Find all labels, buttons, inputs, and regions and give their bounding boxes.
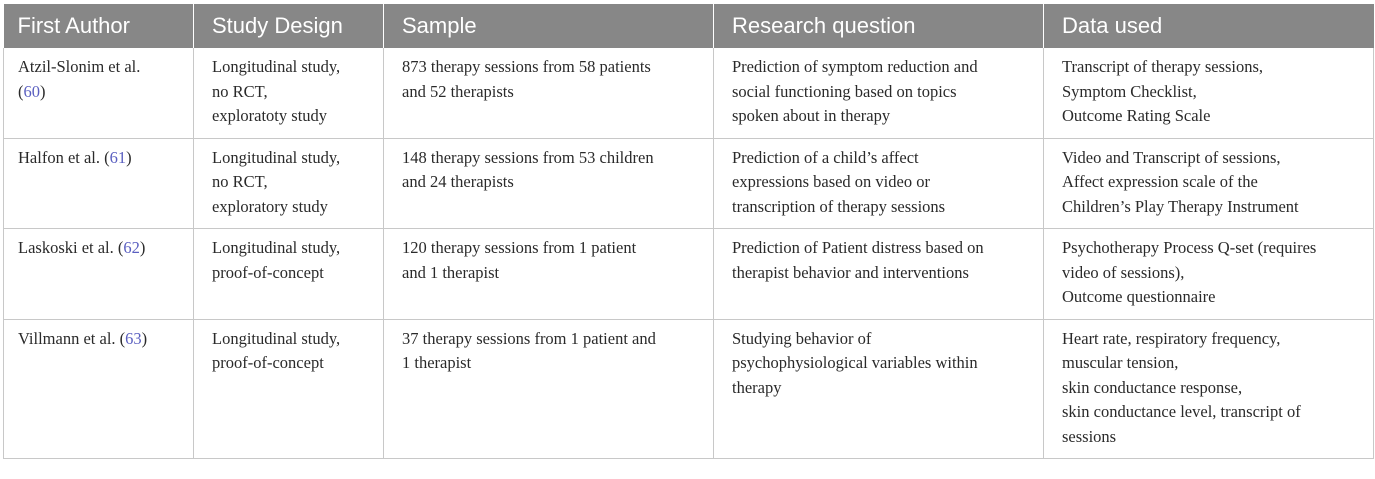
cell-question <box>714 138 1044 229</box>
text-line: no RCT, <box>212 81 268 101</box>
text-line: social functioning based on topics <box>732 81 957 101</box>
author-name: Villmann et al. ( <box>18 328 126 348</box>
cell-question <box>714 229 1044 320</box>
text-line: Longitudinal study, <box>212 57 341 76</box>
paren-close: ) <box>141 328 148 348</box>
cell-data-used <box>1044 48 1374 138</box>
cell-sample <box>384 138 714 229</box>
text-line: transcription of therapy sessions <box>732 196 946 216</box>
reference-link[interactable]: 63 <box>125 328 142 348</box>
author-name: Atzil-Slonim et al. <box>18 57 141 76</box>
cell-question <box>714 319 1044 459</box>
text-line: Affect expression scale of the <box>1062 172 1258 191</box>
text-line: Prediction of a child’s affect <box>732 147 919 167</box>
author-ref-line <box>18 327 185 352</box>
text-line: no RCT, <box>212 172 268 191</box>
text-line: Heart rate, respiratory frequency, <box>1062 328 1281 348</box>
text-line: Outcome questionnaire <box>1062 287 1216 306</box>
table-row <box>4 319 1374 459</box>
cell-design <box>194 48 384 138</box>
text-line: Symptom Checklist, <box>1062 81 1197 101</box>
text-line: Prediction of symptom reduction and <box>732 57 978 76</box>
cell-sample <box>384 48 714 138</box>
text-line: proof-of-concept <box>212 353 324 372</box>
text-line: 1 therapist <box>402 353 472 372</box>
text-line: skin conductance response, <box>1062 377 1243 397</box>
cell-question <box>714 48 1044 138</box>
text-line: 37 therapy sessions from 1 patient and <box>402 328 656 348</box>
text-line: video of sessions), <box>1062 262 1185 282</box>
header-first-author: First Author <box>4 4 194 48</box>
text-line: expressions based on video or <box>732 172 930 191</box>
author-name: Laskoski et al. ( <box>18 238 124 257</box>
paren-close: ) <box>139 238 146 257</box>
cell-data-used <box>1044 229 1374 320</box>
cell-design <box>194 319 384 459</box>
reference-link[interactable]: 62 <box>123 238 140 257</box>
text-line: sessions <box>1062 426 1117 446</box>
table-header <box>4 4 1374 48</box>
header-research-question: Research question <box>714 4 1044 48</box>
text-line: 148 therapy sessions from 53 children <box>402 147 654 167</box>
text-line: exploratory study <box>212 196 328 216</box>
cell-sample <box>384 229 714 320</box>
text-line: therapy <box>732 377 782 397</box>
text-line: 120 therapy sessions from 1 patient <box>402 238 637 257</box>
text-line: psychophysiological variables within <box>732 353 978 372</box>
text-line: spoken about in therapy <box>732 106 891 125</box>
cell-author <box>4 229 194 320</box>
text-line: Video and Transcript of sessions, <box>1062 147 1281 167</box>
text-line: proof-of-concept <box>212 262 324 282</box>
study-table <box>3 4 1374 459</box>
author-ref-line <box>18 236 185 261</box>
text-line: Children’s Play Therapy Instrument <box>1062 196 1299 216</box>
text-line: Transcript of therapy sessions, <box>1062 57 1264 76</box>
cell-data-used <box>1044 138 1374 229</box>
author-name: Halfon et al. ( <box>18 147 110 167</box>
header-data-used: Data used <box>1044 4 1374 48</box>
paren-close: ) <box>40 81 46 101</box>
text-line: Prediction of Patient distress based on <box>732 238 984 257</box>
header-study-design: Study Design <box>194 4 384 48</box>
text-line: Longitudinal study, <box>212 328 341 348</box>
table-row <box>4 229 1374 320</box>
text-line: Outcome Rating Scale <box>1062 106 1211 125</box>
paren-close: ) <box>126 147 132 167</box>
table-row <box>4 48 1374 138</box>
text-line: therapist behavior and interventions <box>732 262 969 282</box>
header-sample: Sample <box>384 4 714 48</box>
text-line: 873 therapy sessions from 58 patients <box>402 57 651 76</box>
text-line: Studying behavior of <box>732 328 872 348</box>
author-ref-line <box>18 146 185 171</box>
text-line: Longitudinal study, <box>212 147 341 167</box>
author-ref-line <box>18 80 185 105</box>
text-line: muscular tension, <box>1062 353 1179 372</box>
reference-link[interactable]: 60 <box>23 81 40 101</box>
table-body <box>4 48 1374 459</box>
cell-data-used <box>1044 319 1374 459</box>
text-line: exploratoty study <box>212 106 328 125</box>
cell-author <box>4 319 194 459</box>
text-line: and 52 therapists <box>402 81 514 101</box>
text-line: Longitudinal study, <box>212 238 341 257</box>
cell-sample <box>384 319 714 459</box>
paren-open: ( <box>18 81 24 101</box>
reference-link[interactable]: 61 <box>109 147 127 167</box>
header-row <box>4 4 1374 48</box>
cell-design <box>194 138 384 229</box>
text-line: and 24 therapists <box>402 172 514 191</box>
cell-design <box>194 229 384 320</box>
table-row <box>4 138 1374 229</box>
cell-author <box>4 48 194 138</box>
cell-author <box>4 138 194 229</box>
text-line: skin conductance level, transcript of <box>1062 402 1301 421</box>
text-line: and 1 therapist <box>402 262 500 282</box>
text-line: Psychotherapy Process Q-set (requires <box>1062 238 1317 257</box>
